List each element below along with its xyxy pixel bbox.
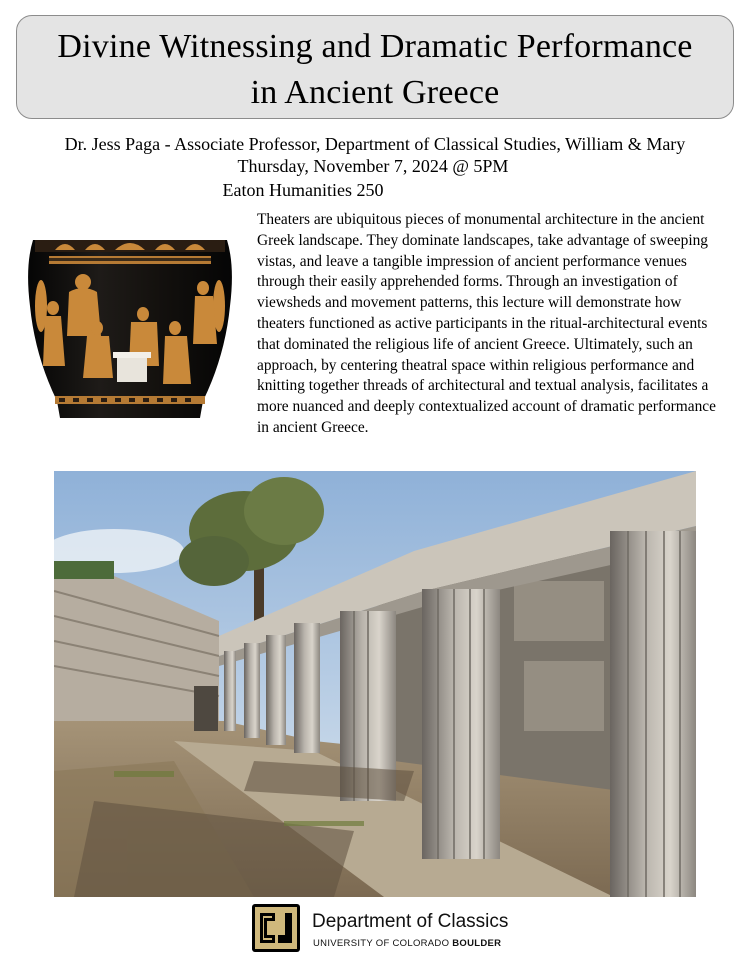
lecture-abstract: Theaters are ubiquitous pieces of monumental architecture in the ancient Greek landscape. They dominate landscapes, take advantage of sweeping vistas, and leave a tangible impression of ancient performance venues through their easily apprehended forms. Through an investigation of viewsheds and movement patterns, this lecture will demonstrate how theaters functioned as active participants in the ritual-architectural events that dominated the religious life of ancient Greece. Ultimately, such an approach, by centering theatral space within religious performance and knitting together threads of architectural and textual analysis, facilitates a more nuanced and deeply contextualized account of dramatic performance in ancient Greece. [257, 211, 716, 436]
event-date-time: Thursday, November 7, 2024 @ 5PM [237, 156, 509, 176]
university-prefix: UNIVERSITY OF COLORADO [313, 938, 453, 949]
stoa-ruins-photo [54, 471, 696, 897]
title-line-1: Divine Witnessing and Dramatic Performance [57, 28, 693, 65]
university-campus: BOULDER [452, 938, 502, 949]
title-line-2: in Ancient Greece [250, 74, 500, 111]
speaker-name: Dr. Jess Paga [64, 134, 161, 154]
speaker-title: - Associate Professor, Department of Classical Studies, William & Mary [160, 134, 686, 154]
department-name: Department of Classics [312, 911, 509, 932]
cu-logo-icon [251, 903, 301, 953]
university-name [313, 938, 501, 949]
title-banner [16, 15, 734, 119]
red-figure-vase-image [25, 236, 235, 418]
speaker-line [0, 134, 750, 155]
event-location: Eaton Humanities 250 [222, 180, 384, 200]
